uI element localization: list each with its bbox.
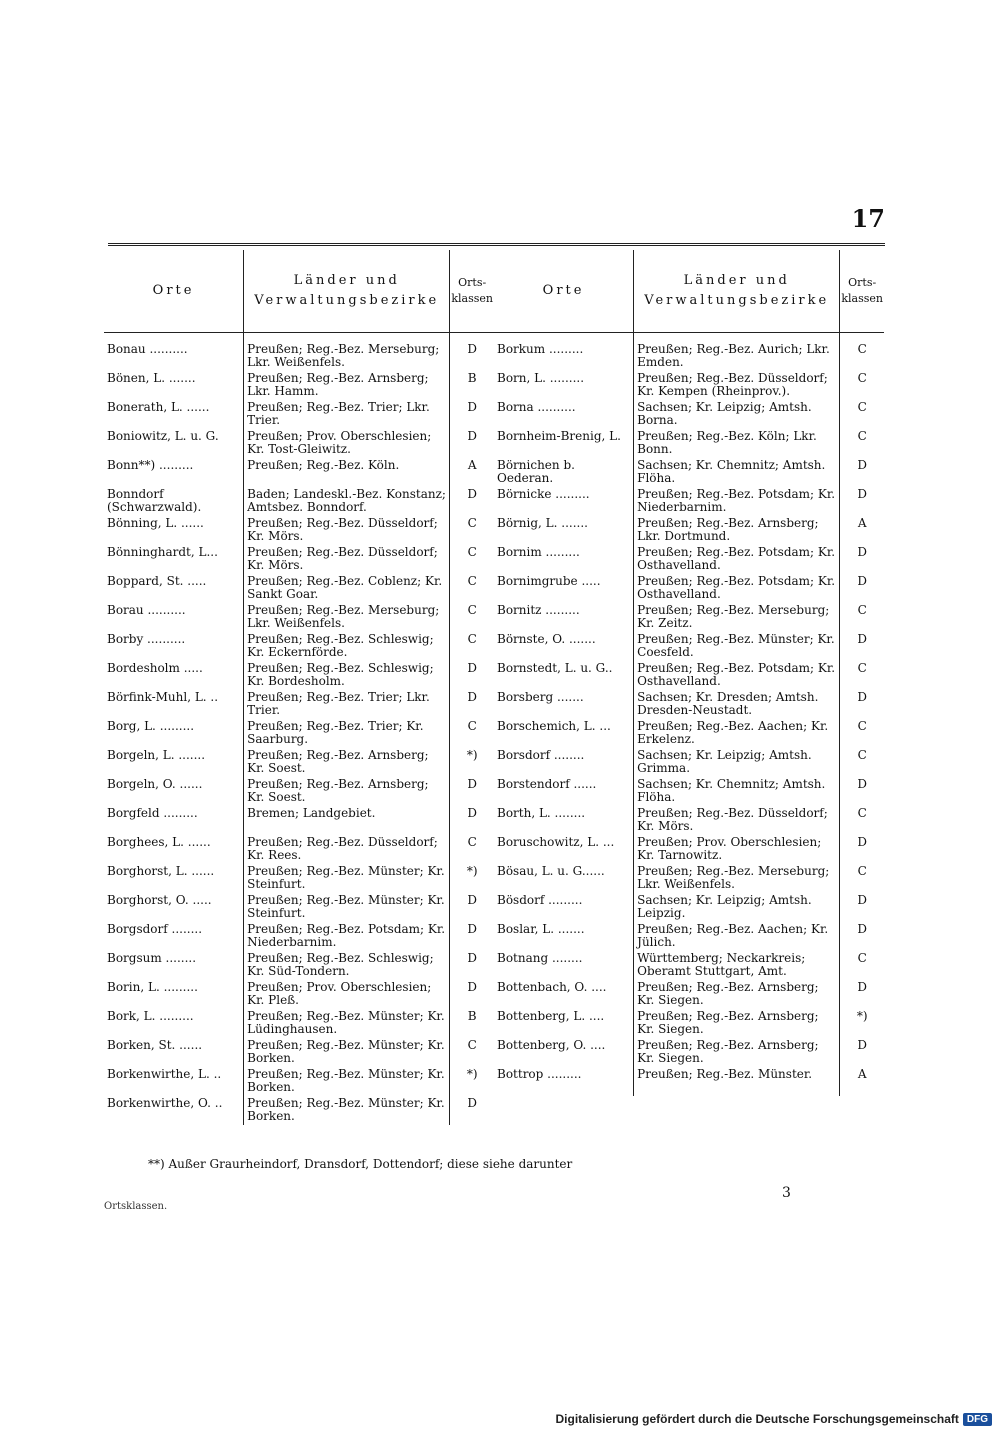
place-name: Bösdorf .........: [497, 893, 583, 907]
admin-district: Preußen; Reg.-Bez. Potsdam; Kr. Osthavelland.: [634, 574, 840, 603]
locality-class: C: [840, 748, 884, 777]
place-name: Börnig, L. .......: [497, 516, 588, 530]
table-row: [104, 545, 494, 574]
admin-district: Preußen; Reg.-Bez. Aurich; Lkr. Emden.: [634, 333, 840, 372]
admin-district: Preußen; Reg.-Bez. Arnsberg; Kr. Siegen.: [634, 1009, 840, 1038]
table-row: [104, 951, 494, 980]
table-row: [494, 574, 884, 603]
place-name: Borschemich, L. ...: [497, 719, 611, 733]
table-row: [104, 429, 494, 458]
locality-class: B: [450, 371, 494, 400]
table-row: [104, 458, 494, 487]
admin-district: Preußen; Reg.-Bez. Arnsberg; Kr. Soest.: [244, 777, 450, 806]
place-name: Börnicke .........: [497, 487, 590, 501]
locality-class: C: [840, 864, 884, 893]
table-row: [104, 487, 494, 516]
place-name: Boslar, L. .......: [497, 922, 585, 936]
place-name: Bösau, L. u. G......: [497, 864, 605, 878]
header-admin-line2: Verwaltungsbezirke: [644, 293, 830, 308]
locality-class: C: [840, 333, 884, 372]
locality-class: C: [840, 603, 884, 632]
left-header-row: [104, 250, 494, 333]
locality-class: C: [450, 545, 494, 574]
table-row: [104, 748, 494, 777]
locality-class: C: [840, 429, 884, 458]
admin-district: Preußen; Reg.-Bez. Potsdam; Kr. Niederbarnim.: [634, 487, 840, 516]
place-name: Bornheim-Brenig, L.: [497, 429, 621, 443]
header-class-line2: klassen: [451, 292, 493, 305]
place-name: Borgfeld .........: [107, 806, 198, 820]
place-name: Borna ..........: [497, 400, 576, 414]
locality-class: D: [840, 893, 884, 922]
locality-class: D: [840, 690, 884, 719]
place-name: Boppard, St. .....: [107, 574, 207, 588]
admin-district: Preußen; Reg.-Bez. Düsseldorf; Kr. Rees.: [244, 835, 450, 864]
place-name: Borghorst, O. .....: [107, 893, 212, 907]
admin-district: Preußen; Reg.-Bez. Schleswig; Kr. Eckernförde.: [244, 632, 450, 661]
admin-district: Preußen; Reg.-Bez. Münster; Kr. Borken.: [244, 1067, 450, 1096]
admin-district: Preußen; Reg.-Bez. Coblenz; Kr. Sankt Goar.: [244, 574, 450, 603]
table-row: [104, 922, 494, 951]
table-row: [494, 603, 884, 632]
admin-district: Preußen; Reg.-Bez. Münster; Kr. Borken.: [244, 1038, 450, 1067]
right-header-row: [494, 250, 884, 333]
admin-district: Preußen; Reg.-Bez. Münster; Kr. Borken.: [244, 1096, 450, 1125]
place-name: Bornim .........: [497, 545, 580, 559]
place-name: Borkenwirthe, L. ..: [107, 1067, 222, 1081]
table-row: [104, 864, 494, 893]
right-table: [494, 250, 884, 1096]
place-name: Boniowitz, L. u. G.: [107, 429, 219, 443]
header-class-line1: Orts-: [848, 276, 877, 289]
left-table-body: [104, 333, 494, 1126]
admin-district: Preußen; Reg.-Bez. Aachen; Kr. Jülich.: [634, 922, 840, 951]
locality-class: D: [840, 574, 884, 603]
table-row: [104, 516, 494, 545]
place-name: Bönen, L. .......: [107, 371, 196, 385]
header-admin: [634, 250, 840, 333]
locality-class: D: [840, 922, 884, 951]
locality-class: D: [840, 487, 884, 516]
locality-class: D: [840, 545, 884, 574]
place-name: Bornitz .........: [497, 603, 580, 617]
right-table-body: [494, 333, 884, 1097]
locality-class: C: [450, 603, 494, 632]
table-row: [104, 603, 494, 632]
header-class-line2: klassen: [841, 292, 883, 305]
dfg-logo-icon: DFG: [963, 1413, 992, 1426]
locality-class: D: [840, 458, 884, 487]
dfg-text: Digitalisierung gefördert durch die Deutsche Forschungsgemeinschaft: [555, 1412, 959, 1426]
place-name: Bornimgrube .....: [497, 574, 601, 588]
place-name: Borstendorf ......: [497, 777, 597, 791]
table-row: [494, 487, 884, 516]
locality-class: C: [450, 719, 494, 748]
table-row: [104, 333, 494, 372]
admin-district: Preußen; Prov. Oberschlesien; Kr. Tost-Gleiwitz.: [244, 429, 450, 458]
table-row: [104, 777, 494, 806]
locality-class: C: [840, 806, 884, 835]
table-row: [494, 922, 884, 951]
table-row: [494, 545, 884, 574]
table-row: [494, 1009, 884, 1038]
header-place: Orte: [494, 250, 634, 333]
admin-district: Sachsen; Kr. Dresden; Amtsh. Dresden-Neustadt.: [634, 690, 840, 719]
admin-district: Württemberg; Neckarkreis; Oberamt Stuttgart, Amt.: [634, 951, 840, 980]
locality-class: D: [450, 922, 494, 951]
table-row: [104, 980, 494, 1009]
admin-district: Preußen; Reg.-Bez. Münster; Kr. Lüdinghausen.: [244, 1009, 450, 1038]
locality-class: D: [450, 690, 494, 719]
place-name: Bornstedt, L. u. G..: [497, 661, 613, 675]
table-row: [494, 1038, 884, 1067]
locality-class: C: [840, 371, 884, 400]
admin-district: Preußen; Reg.-Bez. Düsseldorf; Kr. Kempen (Rheinprov.).: [634, 371, 840, 400]
table-row: [494, 371, 884, 400]
place-name: Borth, L. ........: [497, 806, 586, 820]
admin-district: Sachsen; Kr. Leipzig; Amtsh. Leipzig.: [634, 893, 840, 922]
signature-mark: 3: [782, 1185, 791, 1201]
table-row: [104, 719, 494, 748]
locality-class: D: [450, 893, 494, 922]
table-row: [494, 980, 884, 1009]
admin-district: Bremen; Landgebiet.: [244, 806, 450, 835]
admin-district: Preußen; Reg.-Bez. Münster.: [634, 1067, 840, 1096]
footer-label: Ortsklassen.: [104, 1201, 168, 1212]
admin-district: Sachsen; Kr. Leipzig; Amtsh. Borna.: [634, 400, 840, 429]
place-name: Borgsdorf ........: [107, 922, 203, 936]
locality-class: D: [450, 333, 494, 372]
place-name: Borgsum ........: [107, 951, 197, 965]
locality-class: C: [840, 400, 884, 429]
locality-class: C: [450, 1038, 494, 1067]
locality-class: B: [450, 1009, 494, 1038]
locality-class: D: [450, 429, 494, 458]
table-row: [494, 458, 884, 487]
admin-district: Preußen; Reg.-Bez. Trier; Lkr. Trier.: [244, 400, 450, 429]
locality-class: D: [450, 487, 494, 516]
admin-district: Preußen; Prov. Oberschlesien; Kr. Pleß.: [244, 980, 450, 1009]
admin-district: Preußen; Reg.-Bez. Köln; Lkr. Bonn.: [634, 429, 840, 458]
place-name: Borkum .........: [497, 342, 584, 356]
admin-district: Preußen; Reg.-Bez. Potsdam; Kr. Osthavelland.: [634, 661, 840, 690]
admin-district: Preußen; Reg.-Bez. Potsdam; Kr. Osthavelland.: [634, 545, 840, 574]
locality-class: D: [840, 632, 884, 661]
locality-class: D: [840, 980, 884, 1009]
admin-district: Baden; Landeskl.-Bez. Konstanz; Amtsbez. Bonndorf.: [244, 487, 450, 516]
table-row: [494, 951, 884, 980]
locality-class: C: [840, 951, 884, 980]
table-row: [104, 690, 494, 719]
table-row: [104, 1067, 494, 1096]
place-name: Börnichen b. Oederan.: [497, 458, 575, 485]
admin-district: Preußen; Reg.-Bez. Arnsberg; Kr. Siegen.: [634, 980, 840, 1009]
table-row: [494, 835, 884, 864]
locality-class: D: [840, 777, 884, 806]
header-place: Orte: [104, 250, 244, 333]
place-name: Borghees, L. ......: [107, 835, 211, 849]
table-row: [494, 864, 884, 893]
table-row: [494, 661, 884, 690]
admin-district: Preußen; Reg.-Bez. Merseburg; Lkr. Weißenfels.: [634, 864, 840, 893]
table-row: [104, 574, 494, 603]
admin-district: Sachsen; Kr. Chemnitz; Amtsh. Flöha.: [634, 777, 840, 806]
admin-district: Preußen; Reg.-Bez. Trier; Kr. Saarburg.: [244, 719, 450, 748]
admin-district: Preußen; Reg.-Bez. Schleswig; Kr. Süd-Tondern.: [244, 951, 450, 980]
locality-class: D: [840, 835, 884, 864]
page-number: 17: [851, 204, 885, 233]
header-class: [450, 250, 494, 333]
place-name: Boruschowitz, L. ...: [497, 835, 615, 849]
table-row: [494, 400, 884, 429]
locality-class: D: [450, 661, 494, 690]
table-row: [104, 1038, 494, 1067]
admin-district: Preußen; Reg.-Bez. Arnsberg; Lkr. Dortmund.: [634, 516, 840, 545]
admin-district: Sachsen; Kr. Chemnitz; Amtsh. Flöha.: [634, 458, 840, 487]
locality-class: A: [840, 516, 884, 545]
top-rule: [108, 243, 885, 246]
place-name: Borken, St. ......: [107, 1038, 203, 1052]
place-name: Bottenberg, L. ....: [497, 1009, 605, 1023]
place-name: Borgeln, O. ......: [107, 777, 203, 791]
locality-class: D: [450, 1096, 494, 1125]
place-name: Borsberg .......: [497, 690, 584, 704]
table-row: [494, 777, 884, 806]
dfg-credit: [555, 1412, 992, 1426]
locality-class: *): [450, 748, 494, 777]
table-row: [494, 516, 884, 545]
locality-class: C: [450, 574, 494, 603]
table-row: [494, 429, 884, 458]
admin-district: Preußen; Reg.-Bez. Münster; Kr. Steinfurt.: [244, 864, 450, 893]
admin-district: Preußen; Reg.-Bez. Arnsberg; Lkr. Hamm.: [244, 371, 450, 400]
table-row: [494, 632, 884, 661]
admin-district: Preußen; Reg.-Bez. Düsseldorf; Kr. Mörs.: [244, 545, 450, 574]
place-name: Bottenbach, O. ....: [497, 980, 607, 994]
locality-class: A: [840, 1067, 884, 1096]
locality-class: *): [840, 1009, 884, 1038]
admin-district: Preußen; Reg.-Bez. Düsseldorf; Kr. Mörs.: [244, 516, 450, 545]
place-name: Bönninghardt, L...: [107, 545, 218, 559]
place-name: Bonn**) .........: [107, 458, 194, 472]
place-name: Bonndorf (Schwarzwald).: [107, 487, 202, 514]
header-admin: [244, 250, 450, 333]
locality-class: D: [450, 806, 494, 835]
table-row: [494, 893, 884, 922]
left-table: [104, 250, 494, 1125]
place-name: Bordesholm .....: [107, 661, 203, 675]
admin-district: Sachsen; Kr. Leipzig; Amtsh. Grimma.: [634, 748, 840, 777]
place-name: Bork, L. .........: [107, 1009, 194, 1023]
locality-class: D: [450, 951, 494, 980]
place-name: Botnang ........: [497, 951, 583, 965]
header-admin-line1: Länder und: [293, 273, 400, 288]
locality-class: D: [450, 400, 494, 429]
place-name: Bönning, L. ......: [107, 516, 204, 530]
locality-class: A: [450, 458, 494, 487]
admin-district: Preußen; Reg.-Bez. Arnsberg; Kr. Soest.: [244, 748, 450, 777]
place-name: Borsdorf ........: [497, 748, 585, 762]
admin-district: Preußen; Reg.-Bez. Aachen; Kr. Erkelenz.: [634, 719, 840, 748]
table-row: [104, 371, 494, 400]
place-name: Borby ..........: [107, 632, 186, 646]
place-name: Borin, L. .........: [107, 980, 198, 994]
admin-district: Preußen; Reg.-Bez. Merseburg; Lkr. Weißenfels.: [244, 333, 450, 372]
admin-district: Preußen; Reg.-Bez. Köln.: [244, 458, 450, 487]
table-row: [104, 661, 494, 690]
locality-class: *): [450, 864, 494, 893]
locality-class: C: [450, 516, 494, 545]
footnote: **) Außer Graurheindorf, Dransdorf, Dottendorf; diese siehe darunter: [148, 1157, 573, 1171]
admin-district: Preußen; Reg.-Bez. Merseburg; Kr. Zeitz.: [634, 603, 840, 632]
table-row: [104, 1009, 494, 1038]
table-row: [104, 835, 494, 864]
admin-district: Preußen; Reg.-Bez. Münster; Kr. Steinfurt.: [244, 893, 450, 922]
admin-district: Preußen; Prov. Oberschlesien; Kr. Tarnowitz.: [634, 835, 840, 864]
place-name: Bonau ..........: [107, 342, 188, 356]
table-row: [494, 748, 884, 777]
locality-class: C: [450, 835, 494, 864]
locality-class: D: [840, 1038, 884, 1067]
table-row: [104, 806, 494, 835]
table-row: [104, 893, 494, 922]
table-row: [494, 1067, 884, 1096]
locality-class: D: [450, 777, 494, 806]
locality-class: *): [450, 1067, 494, 1096]
admin-district: Preußen; Reg.-Bez. Arnsberg; Kr. Siegen.: [634, 1038, 840, 1067]
locality-class: D: [450, 980, 494, 1009]
table-row: [494, 333, 884, 372]
place-name: Bonerath, L. ......: [107, 400, 210, 414]
admin-district: Preußen; Reg.-Bez. Schleswig; Kr. Bordesholm.: [244, 661, 450, 690]
table-row: [494, 719, 884, 748]
place-name: Bottenberg, O. ....: [497, 1038, 606, 1052]
locality-class: C: [840, 719, 884, 748]
admin-district: Preußen; Reg.-Bez. Düsseldorf; Kr. Mörs.: [634, 806, 840, 835]
admin-district: Preußen; Reg.-Bez. Merseburg; Lkr. Weißenfels.: [244, 603, 450, 632]
admin-district: Preußen; Reg.-Bez. Münster; Kr. Coesfeld.: [634, 632, 840, 661]
place-name: Borgeln, L. .......: [107, 748, 206, 762]
admin-district: Preußen; Reg.-Bez. Potsdam; Kr. Niederbarnim.: [244, 922, 450, 951]
place-name: Borkenwirthe, O. ..: [107, 1096, 223, 1110]
place-name: Börfink-Muhl, L. ..: [107, 690, 219, 704]
place-name: Borghorst, L. ......: [107, 864, 215, 878]
locality-class: C: [840, 661, 884, 690]
header-admin-line1: Länder und: [683, 273, 790, 288]
admin-district: Preußen; Reg.-Bez. Trier; Lkr. Trier.: [244, 690, 450, 719]
header-class: [840, 250, 884, 333]
header-admin-line2: Verwaltungsbezirke: [254, 293, 440, 308]
header-class-line1: Orts-: [458, 276, 487, 289]
table-row: [494, 690, 884, 719]
locality-class: C: [450, 632, 494, 661]
table-row: [104, 400, 494, 429]
place-name: Born, L. .........: [497, 371, 585, 385]
place-name: Borau ..........: [107, 603, 186, 617]
table-row: [104, 1096, 494, 1125]
place-name: Bottrop .........: [497, 1067, 582, 1081]
table-row: [104, 632, 494, 661]
table-row: [494, 806, 884, 835]
place-name: Borg, L. .........: [107, 719, 195, 733]
place-name: Börnste, O. .......: [497, 632, 596, 646]
